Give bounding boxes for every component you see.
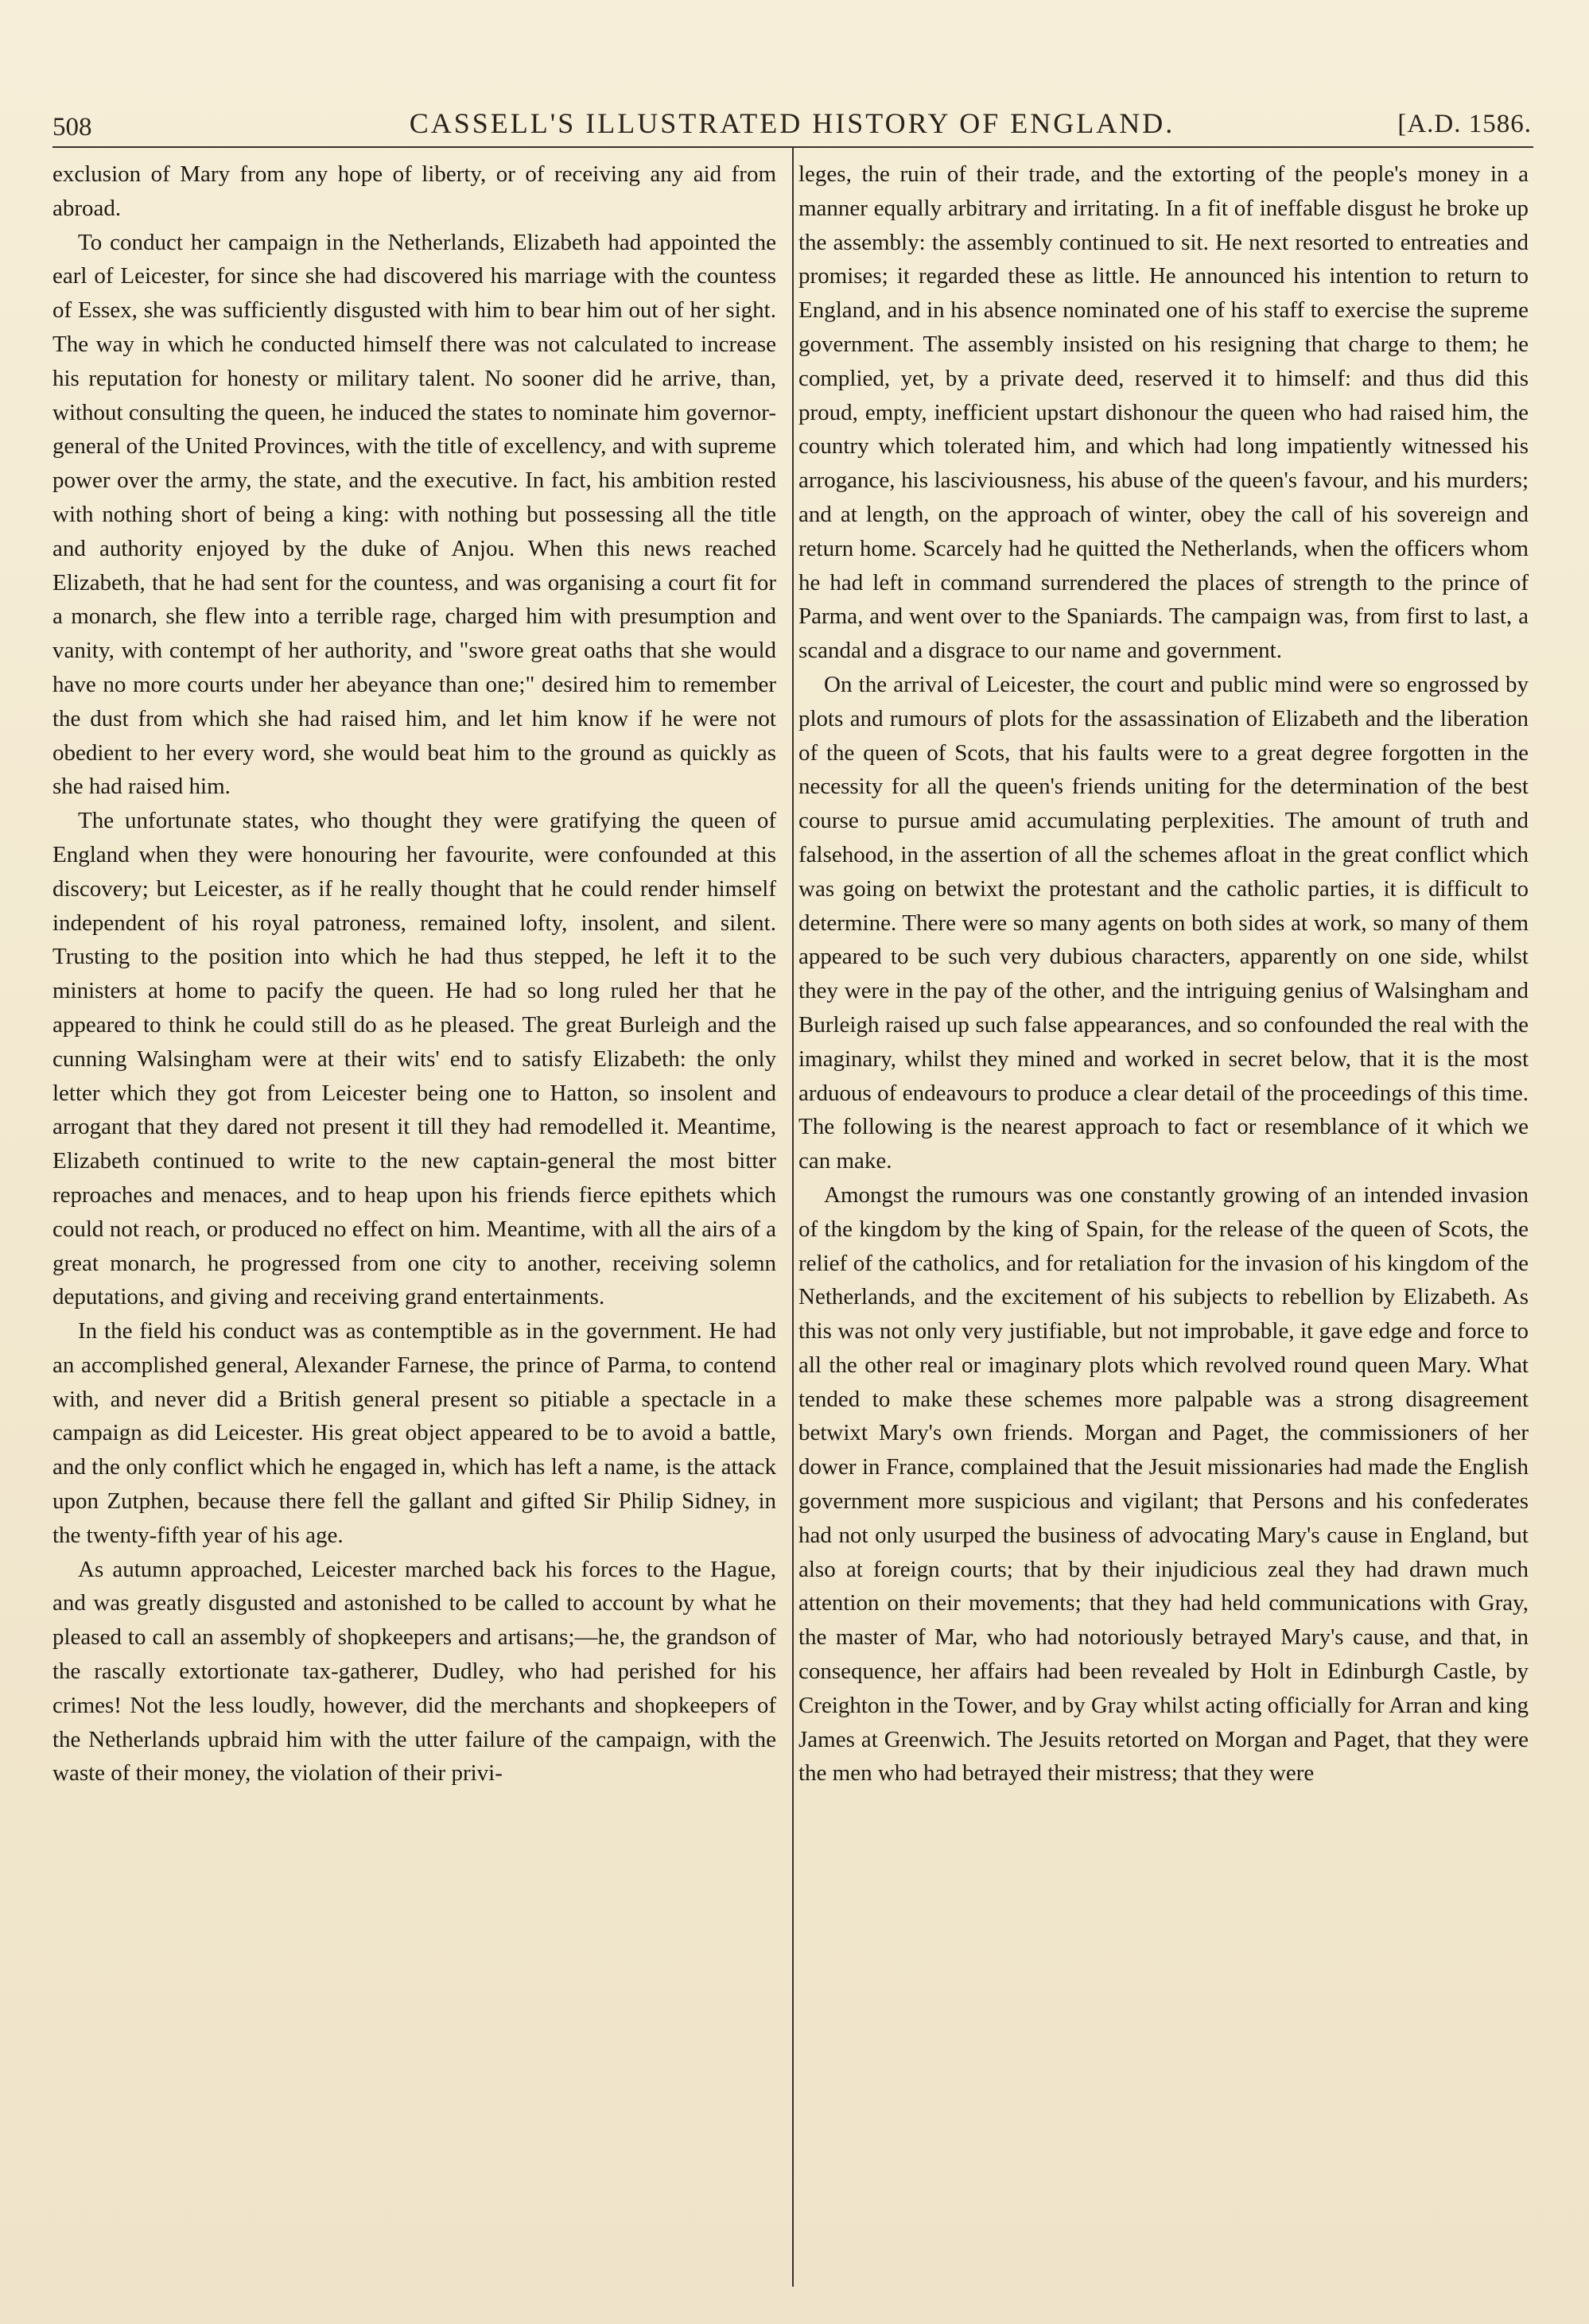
paragraph: exclusion of Mary from any hope of liberty, or of receiving any aid from abroad. bbox=[52, 161, 776, 221]
right-column bbox=[798, 157, 1529, 1791]
paragraph: In the field his conduct was as contemptible as in the government. He had an accomplished general, Alexander Farnese, the prince of Parma, to contend with, and never did a British general present so pitiable a spectacle in a campaign as did Leicester. His great object appeared to be to avoid a battle, and the only conflict which he engaged in, which has left a name, is the attack upon Zutphen, because there fell the gallant and gifted Sir Philip Sidney, in the twenty-fifth year of his age. bbox=[52, 1318, 776, 1548]
left-column bbox=[52, 157, 776, 1791]
running-title: CASSELL'S ILLUSTRATED HISTORY OF ENGLAND. bbox=[409, 107, 1175, 139]
paragraph: Amongst the rumours was one constantly growing of an intended invasion of the kingdom by the king of Spain, for the release of the queen of Scots, the relief of the catholics, and for retaliation for the invasion of his kingdom of the Netherlands, and the excitement of his subjects to rebellion by Elizabeth. As this was not only very justifiable, but not improbable, it gave edge and force to all the other real or imaginary plots which revolved round queen Mary. What tended to make these schemes more palpable was a strong disagreement betwixt Mary's own friends. Morgan and Paget, the commissioners of her dower in France, complained that the Jesuit missionaries had made the English government more suspicious and vigilant; that Persons and his confederates had not only usurped the business of advocating Mary's cause in England, but also at foreign courts; that by their injudicious zeal they had drawn much attention on their movements; that they had held communications with Gray, the master of Mar, who had notoriously betrayed Mary's cause, and that, in consequence, her affairs had been revealed by Holt in Edinburgh Castle, by Creighton in the Tower, and by Gray whilst acting officially for Arran and king James at Greenwich. The Jesuits retorted on Morgan and Paget, that they were the men who had betrayed their mistress; that they were bbox=[798, 1181, 1529, 1787]
paragraph: leges, the ruin of their trade, and the extorting of the people's money in a manner equally arbitrary and irritating. In a fit of ineffable disgust he broke up the assembly: the assembly continued to sit. He next resorted to entreaties and promises; it regarded these as little. He announced his intention to return to England, and in his absence nominated one of his staff to exercise the supreme government. The assembly insisted on his resigning that charge to them; he complied, yet, by a private deed, reserved it to himself: and thus did this proud, empty, inefficient upstart dishonour the queen who had raised him, the country which tolerated him, and which had long impatiently witnessed his arrogance, his lasciviousness, his abuse of the queen's favour, and his murders; and at length, on the approach of winter, obey the call of his sovereign and return home. Scarcely had he quitted the Netherlands, when the officers whom he had left in command surrendered the places of strength to the prince of Parma, and went over to the Spaniards. The campaign was, from first to last, a scandal and a disgrace to our name and government. bbox=[798, 161, 1529, 664]
paragraph: As autumn approached, Leicester marched back his forces to the Hague, and was greatly disgusted and astonished to be called to account by what he pleased to call an assembly of shopkeepers and artisans;—he, the grandson of the rascally extortionate tax-gatherer, Dudley, who had perished for his crimes! Not the less loudly, however, did the merchants and shopkeepers of the Netherlands upbraid him with the utter failure of the campaign, with the waste of their money, the violation of their privi- bbox=[52, 1556, 776, 1787]
page-number: 508 bbox=[52, 113, 92, 142]
column-divider bbox=[792, 148, 794, 2287]
date-reference: [A.D. 1586. bbox=[1397, 110, 1532, 138]
paragraph: On the arrival of Leicester, the court and public mind were so engrossed by plots and rumours of plots for the assassination of Elizabeth and the liberation of the queen of Scots, that his faults were to a great degree forgotten in the necessity for all the queen's friends uniting for the determination of the best course to pursue amid accumulating perplexities. The amount of truth and falsehood, in the assertion of all the schemes afloat in the great conflict which was going on betwixt the protestant and the catholic parties, it is difficult to determine. There were so many agents on both sides at work, so many of them appeared to be such very dubious characters, apparently on one side, whilst they were in the pay of the other, and the intriguing genius of Walsingham and Burleigh raised up such false appearances, and so confounded the real with the imaginary, whilst they mined and worked in secret below, that it is the most arduous of endeavours to produce a clear detail of the proceedings of this time. The following is the nearest approach to fact or resemblance of it which we can make. bbox=[798, 671, 1529, 1174]
paragraph: The unfortunate states, who thought they were gratifying the queen of England when they were honouring her favourite, were confounded at this discovery; but Leicester, as if he really thought that he could render himself independent of his royal patroness, remained lofty, insolent, and silent. Trusting to the position into which he had thus stepped, he left it to the ministers at home to pacify the queen. He had so long ruled her that he appeared to think he could still do as he pleased. The great Burleigh and the cunning Walsingham were at their wits' end to satisfy Elizabeth: the only letter which they got from Leicester being one to Hatton, so insolent and arrogant that they dared not present it till they had remodelled it. Meantime, Elizabeth continued to write to the new captain-general the most bitter reproaches and menaces, and to heap upon his friends fierce epithets which could not reach, or produced no effect on him. Meantime, with all the airs of a great monarch, he progressed from one city to another, receiving solemn deputations, and giving and receiving grand entertainments. bbox=[52, 808, 776, 1310]
running-header bbox=[52, 103, 1532, 140]
paragraph: To conduct her campaign in the Netherlands, Elizabeth had appointed the earl of Leicester, for since she had discovered his marriage with the countess of Essex, she was sufficiently disgusted with him to bear him out of her sight. The way in which he conducted himself there was not calculated to increase his reputation for honesty or military talent. No sooner did he arrive, than, without consulting the queen, he induced the states to nominate him governor-general of the United Provinces, with the title of excellency, and with supreme power over the army, the state, and the executive. In fact, his ambition rested with nothing short of being a king: with nothing but possessing all the title and authority enjoyed by the duke of Anjou. When this news reached Elizabeth, that he had sent for the countess, and was organising a court fit for a monarch, she flew into a terrible rage, charged him with presumption and vanity, with contempt of her authority, and "swore great oaths that she would have no more courts under her abeyance than one;" desired him to remember the dust from which she had raised him, and let him know if he were not obedient to her every word, she would beat him to the ground as quickly as she had raised him. bbox=[52, 229, 776, 800]
